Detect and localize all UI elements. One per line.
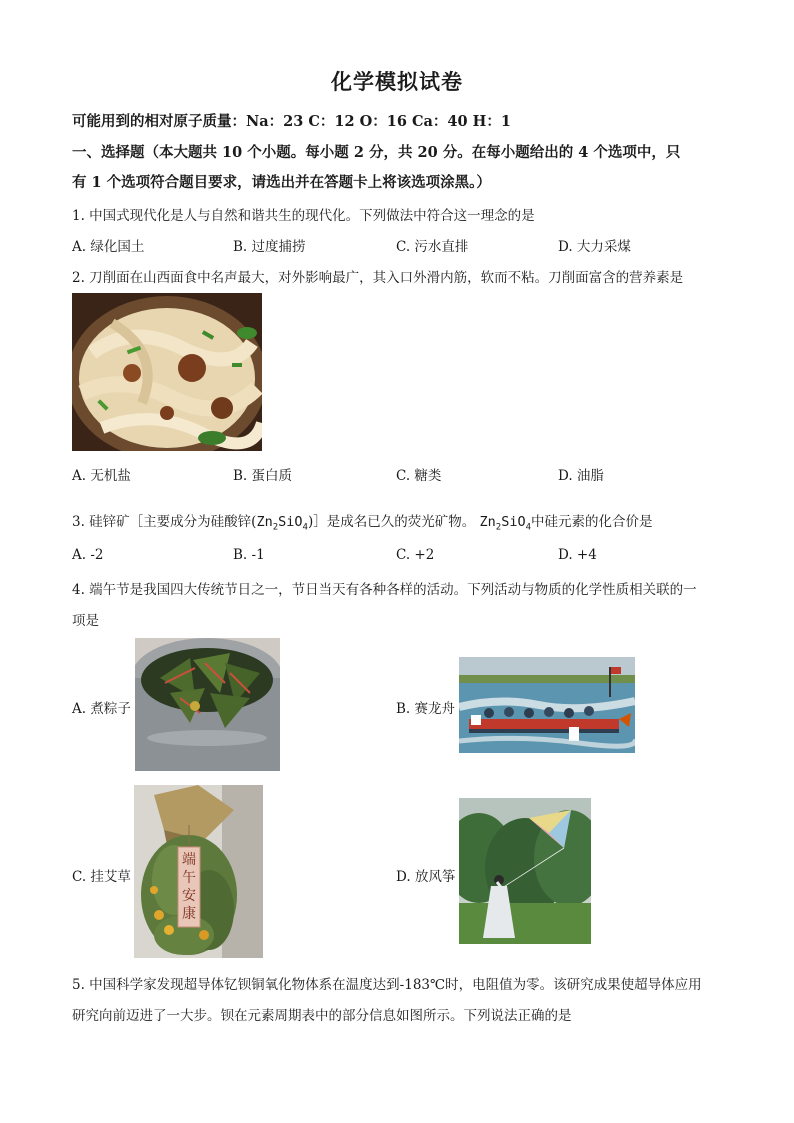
question-2-option-a[interactable]: A. 无机盐 (72, 468, 131, 484)
question-5-stem-line-1: 5. 中国科学家发现超导体钇钡铜氧化物体系在温度达到-183℃时，电阻值为零。该研究成果使超导体应用 (72, 977, 702, 993)
noodle-bowl-image (72, 293, 262, 451)
question-1-option-d[interactable]: D. 大力采煤 (558, 239, 631, 255)
question-4-stem-line-1: 4. 端午节是我国四大传统节日之一，节日当天有各种各样的活动。下列活动与物质的化学性质相关联的一 (72, 582, 697, 598)
question-5-stem-line-2: 研究向前迈进了一大步。钡在元素周期表中的部分信息如图所示。下列说法正确的是 (72, 1008, 572, 1024)
question-3-option-b[interactable]: B. -1 (233, 547, 265, 563)
question-4-option-d[interactable]: D. 放风筝 (396, 869, 456, 885)
question-3-option-c[interactable]: C. +2 (396, 547, 435, 563)
question-1-option-b[interactable]: B. 过度捕捞 (233, 239, 306, 255)
question-2-option-d[interactable]: D. 油脂 (558, 468, 604, 484)
question-4-option-a[interactable]: A. 煮粽子 (72, 701, 131, 717)
question-1-stem: 1. 中国式现代化是人与自然和谐共生的现代化。下列做法中符合这一理念的是 (72, 208, 535, 224)
question-3-option-a[interactable]: A. -2 (72, 547, 104, 563)
question-2-option-c[interactable]: C. 糖类 (396, 468, 442, 484)
kite-flying-image (459, 798, 591, 944)
zongzi-pot-image (135, 638, 280, 771)
question-2-option-b[interactable]: B. 蛋白质 (233, 468, 293, 484)
question-3-option-d[interactable]: D. +4 (558, 547, 597, 563)
section-instructions-line-2: 有 1 个选项符合题目要求，请选出并在答题卡上将该选项涂黑。） (72, 174, 491, 191)
atomic-masses-line: 可能用到的相对原子质量：Na：23 C：12 O：16 Ca：40 H：1 (72, 113, 511, 130)
question-2-stem: 2. 刀削面在山西面食中名声最大，对外影响最广，其入口外滑内筋，软而不粘。刀削面富含的营养素是 (72, 270, 684, 286)
mugwort-bundle-image (134, 785, 263, 958)
question-1-option-c[interactable]: C. 污水直排 (396, 239, 469, 255)
question-3-stem: 3. 硅锌矿［主要成分为硅酸锌$(Zn_2SiO_4)]$是成名已久的荧光矿物。 $Zn_2SiO_4$中硅元素的化合价是 (72, 514, 653, 533)
dragon-boat-race-image (459, 657, 635, 753)
page-title: 化学模拟试卷 (331, 69, 463, 94)
question-4-stem-line-2: 项是 (72, 613, 99, 629)
section-instructions-line-1: 一、选择题（本大题共 10 个小题。每小题 2 分，共 20 分。在每小题给出的 4 个选项中，只 (72, 144, 681, 161)
question-4-option-b[interactable]: B. 赛龙舟 (396, 701, 456, 717)
sign-tag-text: 端午安康 (182, 852, 196, 922)
question-1-option-a[interactable]: A. 绿化国土 (72, 239, 145, 255)
question-4-option-c[interactable]: C. 挂艾草 (72, 869, 131, 885)
